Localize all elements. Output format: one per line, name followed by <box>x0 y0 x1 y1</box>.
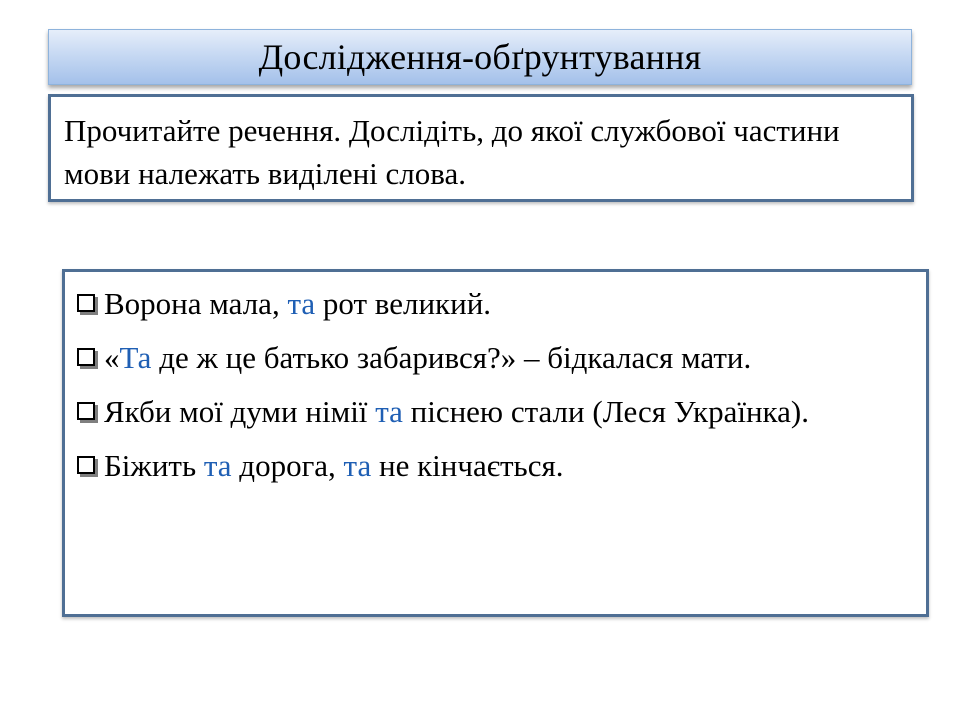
sentence-item <box>77 282 912 325</box>
sentences-box <box>62 269 929 617</box>
highlighted-word: та <box>287 286 316 321</box>
sentence-fragment: Біжить <box>104 448 204 483</box>
checkbox-square-icon <box>77 456 95 474</box>
slide-title: Дослідження-обґрунтування <box>258 37 702 77</box>
highlighted-word: та <box>203 448 232 483</box>
sentence-fragment: Ворона мала, <box>104 286 288 321</box>
sentence-fragment: Якби мої думи німії <box>104 394 376 429</box>
sentence-fragment: де ж це батько забарився?» – бідкалася мати. <box>151 340 752 375</box>
sentence-fragment: « <box>104 340 120 375</box>
highlighted-word: та <box>375 394 403 429</box>
sentence-text <box>104 336 912 379</box>
sentence-fragment: дорога, <box>231 448 344 483</box>
sentence-text <box>104 390 912 433</box>
sentence-text <box>104 282 912 325</box>
sentence-item <box>77 444 912 487</box>
checkbox-square-icon <box>77 294 95 312</box>
task-text: Прочитайте речення. Дослідіть, до якої службової частини мови належать виділені слова. <box>64 113 840 191</box>
sentence-fragment: не кінчається. <box>371 448 564 483</box>
sentence-text <box>104 444 912 487</box>
checkbox-square-icon <box>77 348 95 366</box>
highlighted-word: Та <box>119 340 152 375</box>
title-banner <box>48 29 912 85</box>
checkbox-square-icon <box>77 402 95 420</box>
sentence-fragment: рот великий. <box>315 286 492 321</box>
highlighted-word: та <box>343 448 372 483</box>
sentence-item <box>77 390 912 433</box>
sentence-fragment: піснею стали (Леся Українка). <box>402 394 809 429</box>
sentence-item <box>77 336 912 379</box>
sentence-list <box>77 282 912 487</box>
task-box <box>48 94 914 202</box>
